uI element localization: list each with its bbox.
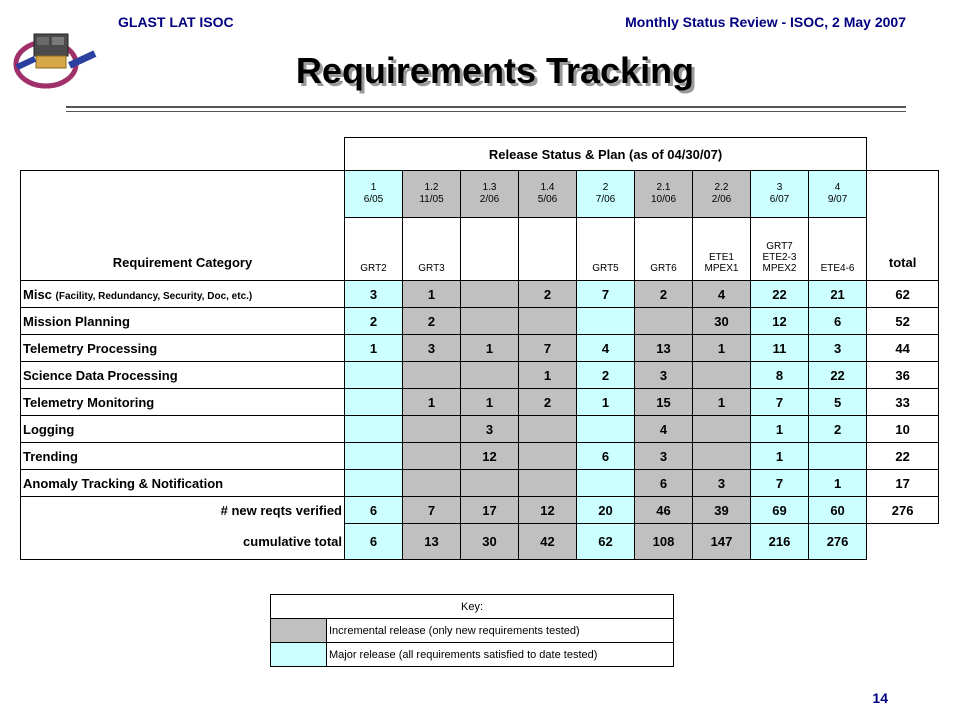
new-verified-label: # new reqts verified	[21, 497, 345, 524]
value-cell	[403, 443, 461, 470]
release-version: 2.1	[656, 182, 671, 193]
value-cell: 12	[751, 308, 809, 335]
release-tests-cell	[403, 218, 461, 281]
release-tests-cell	[577, 218, 635, 281]
release-test: MPEX2	[762, 263, 797, 274]
value-cell: 3	[345, 281, 403, 308]
key-text: Incremental release (only new requirements tested)	[327, 619, 674, 643]
value-cell: 1	[577, 389, 635, 416]
row-category	[21, 362, 345, 389]
release-tests-cell	[809, 218, 867, 281]
value-cell	[519, 308, 577, 335]
value-cell: 1	[693, 389, 751, 416]
row-category-note: (Facility, Redundancy, Security, Doc, etc.)	[55, 290, 253, 302]
requirement-category-header: Requirement Category	[21, 171, 345, 281]
value-cell	[461, 470, 519, 497]
value-cell: 22	[809, 362, 867, 389]
value-cell: 1	[461, 335, 519, 362]
value-cell: 1	[461, 389, 519, 416]
release-date: 9/07	[827, 194, 848, 205]
value-cell	[519, 416, 577, 443]
row-category	[21, 443, 345, 470]
release-version-cell	[809, 171, 867, 218]
release-test: GRT7	[766, 241, 793, 252]
value-cell: 2	[577, 362, 635, 389]
value-cell	[693, 416, 751, 443]
release-version: 3	[776, 182, 783, 193]
release-version: 4	[834, 182, 841, 193]
table-row	[21, 281, 939, 308]
value-cell: 1	[751, 416, 809, 443]
release-tests-cell	[751, 218, 809, 281]
value-cell	[461, 308, 519, 335]
row-category	[21, 470, 345, 497]
title-rule-thick	[66, 106, 906, 108]
row-total: 22	[867, 443, 939, 470]
value-cell	[345, 470, 403, 497]
value-cell: 2	[403, 308, 461, 335]
value-cell: 1	[519, 362, 577, 389]
value-cell: 2	[519, 389, 577, 416]
table-row	[21, 335, 939, 362]
value-cell	[577, 308, 635, 335]
value-cell: 22	[751, 281, 809, 308]
cumulative-cell: 147	[693, 524, 751, 560]
value-cell: 3	[635, 362, 693, 389]
value-cell	[345, 416, 403, 443]
value-cell: 5	[809, 389, 867, 416]
value-cell	[461, 362, 519, 389]
table-row	[21, 470, 939, 497]
value-cell: 1	[345, 335, 403, 362]
release-date: 11/05	[419, 194, 444, 205]
release-tests-cell	[345, 218, 403, 281]
release-tests-cell	[635, 218, 693, 281]
value-cell: 7	[751, 470, 809, 497]
release-tests-cell	[693, 218, 751, 281]
release-test: MPEX1	[704, 263, 739, 274]
release-version-cell	[751, 171, 809, 218]
value-cell: 1	[751, 443, 809, 470]
value-cell: 3	[693, 470, 751, 497]
value-cell: 4	[635, 416, 693, 443]
row-total: 36	[867, 362, 939, 389]
page-number: 14	[872, 690, 888, 706]
value-cell: 6	[809, 308, 867, 335]
release-test: ETE2-3	[762, 252, 797, 263]
row-total: 33	[867, 389, 939, 416]
key-item	[271, 643, 674, 667]
value-cell	[403, 362, 461, 389]
header-right: Monthly Status Review - ISOC, 2 May 2007	[625, 14, 906, 30]
release-date: 6/07	[769, 194, 790, 205]
cumulative-cell: 276	[809, 524, 867, 560]
value-cell	[403, 416, 461, 443]
row-total: 52	[867, 308, 939, 335]
row-total: 44	[867, 335, 939, 362]
row-category-name: Anomaly Tracking & Notification	[23, 475, 224, 491]
key-swatch	[271, 619, 327, 643]
value-cell	[461, 281, 519, 308]
value-cell	[577, 470, 635, 497]
row-category	[21, 281, 345, 308]
cumulative-cell: 216	[751, 524, 809, 560]
value-cell: 1	[809, 470, 867, 497]
release-version-cell	[693, 171, 751, 218]
value-cell	[345, 443, 403, 470]
release-version: 2	[602, 182, 609, 193]
table-row	[21, 416, 939, 443]
value-cell	[693, 443, 751, 470]
new-verified-cell: 12	[519, 497, 577, 524]
value-cell: 4	[693, 281, 751, 308]
title-rule-thin	[66, 111, 906, 112]
release-tests-cell	[519, 218, 577, 281]
value-cell: 2	[809, 416, 867, 443]
value-cell: 12	[461, 443, 519, 470]
value-cell: 7	[519, 335, 577, 362]
value-cell: 1	[693, 335, 751, 362]
key-swatch	[271, 643, 327, 667]
total-header: total	[867, 171, 939, 281]
release-test: GRT2	[360, 263, 387, 274]
cumulative-label: cumulative total	[21, 524, 345, 560]
value-cell: 1	[403, 281, 461, 308]
value-cell: 2	[345, 308, 403, 335]
release-test: ETE1	[708, 252, 734, 263]
cumulative-cell: 42	[519, 524, 577, 560]
value-cell	[403, 470, 461, 497]
release-version: 1	[370, 182, 377, 193]
value-cell: 11	[751, 335, 809, 362]
release-version-cell	[345, 171, 403, 218]
row-category	[21, 308, 345, 335]
release-version-cell	[519, 171, 577, 218]
new-verified-cell: 46	[635, 497, 693, 524]
release-date: 7/06	[595, 194, 616, 205]
table-row	[21, 362, 939, 389]
value-cell: 6	[577, 443, 635, 470]
cumulative-cell: 62	[577, 524, 635, 560]
row-category-name: Logging	[23, 421, 75, 437]
release-test: GRT6	[650, 263, 677, 274]
value-cell: 3	[635, 443, 693, 470]
release-test: GRT3	[418, 263, 445, 274]
release-version-cell	[635, 171, 693, 218]
table-row	[21, 443, 939, 470]
header-left: GLAST LAT ISOC	[118, 14, 234, 30]
row-category-name: Misc	[23, 286, 52, 302]
release-test: ETE4-6	[820, 263, 855, 274]
cumulative-cell: 108	[635, 524, 693, 560]
release-test: GRT5	[592, 263, 619, 274]
release-tests-cell	[461, 218, 519, 281]
key-table	[270, 594, 674, 667]
key-item	[271, 619, 674, 643]
value-cell: 7	[751, 389, 809, 416]
release-date: 10/06	[650, 194, 677, 205]
cumulative-row	[21, 524, 939, 560]
row-category-name: Science Data Processing	[23, 367, 178, 383]
row-category	[21, 389, 345, 416]
release-date: 2/06	[479, 194, 500, 205]
value-cell: 3	[461, 416, 519, 443]
row-category-name: Telemetry Processing	[23, 340, 158, 356]
release-version-cell	[403, 171, 461, 218]
new-verified-cell: 20	[577, 497, 635, 524]
value-cell	[809, 443, 867, 470]
table-row	[21, 308, 939, 335]
release-date: 2/06	[711, 194, 732, 205]
page-title: Requirements Tracking	[295, 50, 695, 91]
value-cell: 15	[635, 389, 693, 416]
cumulative-cell: 30	[461, 524, 519, 560]
row-total: 10	[867, 416, 939, 443]
cumulative-cell: 6	[345, 524, 403, 560]
value-cell	[345, 389, 403, 416]
new-verified-cell: 39	[693, 497, 751, 524]
row-category	[21, 416, 345, 443]
value-cell: 6	[635, 470, 693, 497]
row-category-name: Telemetry Monitoring	[23, 394, 155, 410]
value-cell: 21	[809, 281, 867, 308]
value-cell: 13	[635, 335, 693, 362]
new-verified-cell: 6	[345, 497, 403, 524]
release-date: 5/06	[537, 194, 558, 205]
release-version: 2.2	[714, 182, 729, 193]
release-version: 1.3	[482, 182, 497, 193]
new-verified-cell: 17	[461, 497, 519, 524]
new-verified-cell: 69	[751, 497, 809, 524]
value-cell	[519, 443, 577, 470]
value-cell: 4	[577, 335, 635, 362]
release-version: 1.4	[540, 182, 555, 193]
row-total: 17	[867, 470, 939, 497]
value-cell	[577, 416, 635, 443]
row-total: 62	[867, 281, 939, 308]
value-cell	[519, 470, 577, 497]
value-cell: 3	[403, 335, 461, 362]
new-verified-cell: 60	[809, 497, 867, 524]
cumulative-cell: 13	[403, 524, 461, 560]
value-cell	[635, 308, 693, 335]
value-cell	[693, 362, 751, 389]
new-verified-cell: 7	[403, 497, 461, 524]
value-cell: 30	[693, 308, 751, 335]
new-verified-row	[21, 497, 939, 524]
value-cell: 8	[751, 362, 809, 389]
release-status-title: Release Status & Plan (as of 04/30/07)	[345, 138, 867, 171]
requirements-table	[20, 137, 939, 560]
value-cell: 3	[809, 335, 867, 362]
row-category	[21, 335, 345, 362]
key-title: Key:	[271, 595, 674, 619]
release-date: 6/05	[363, 194, 384, 205]
row-category-name: Trending	[23, 448, 78, 464]
value-cell: 7	[577, 281, 635, 308]
table-row	[21, 389, 939, 416]
release-version: 1.2	[424, 182, 439, 193]
release-version-cell	[577, 171, 635, 218]
row-category-name: Mission Planning	[23, 313, 130, 329]
value-cell: 1	[403, 389, 461, 416]
key-text: Major release (all requirements satisfied to date tested)	[327, 643, 674, 667]
value-cell: 2	[635, 281, 693, 308]
value-cell	[345, 362, 403, 389]
new-verified-total: 276	[867, 497, 939, 524]
value-cell: 2	[519, 281, 577, 308]
release-version-cell	[461, 171, 519, 218]
